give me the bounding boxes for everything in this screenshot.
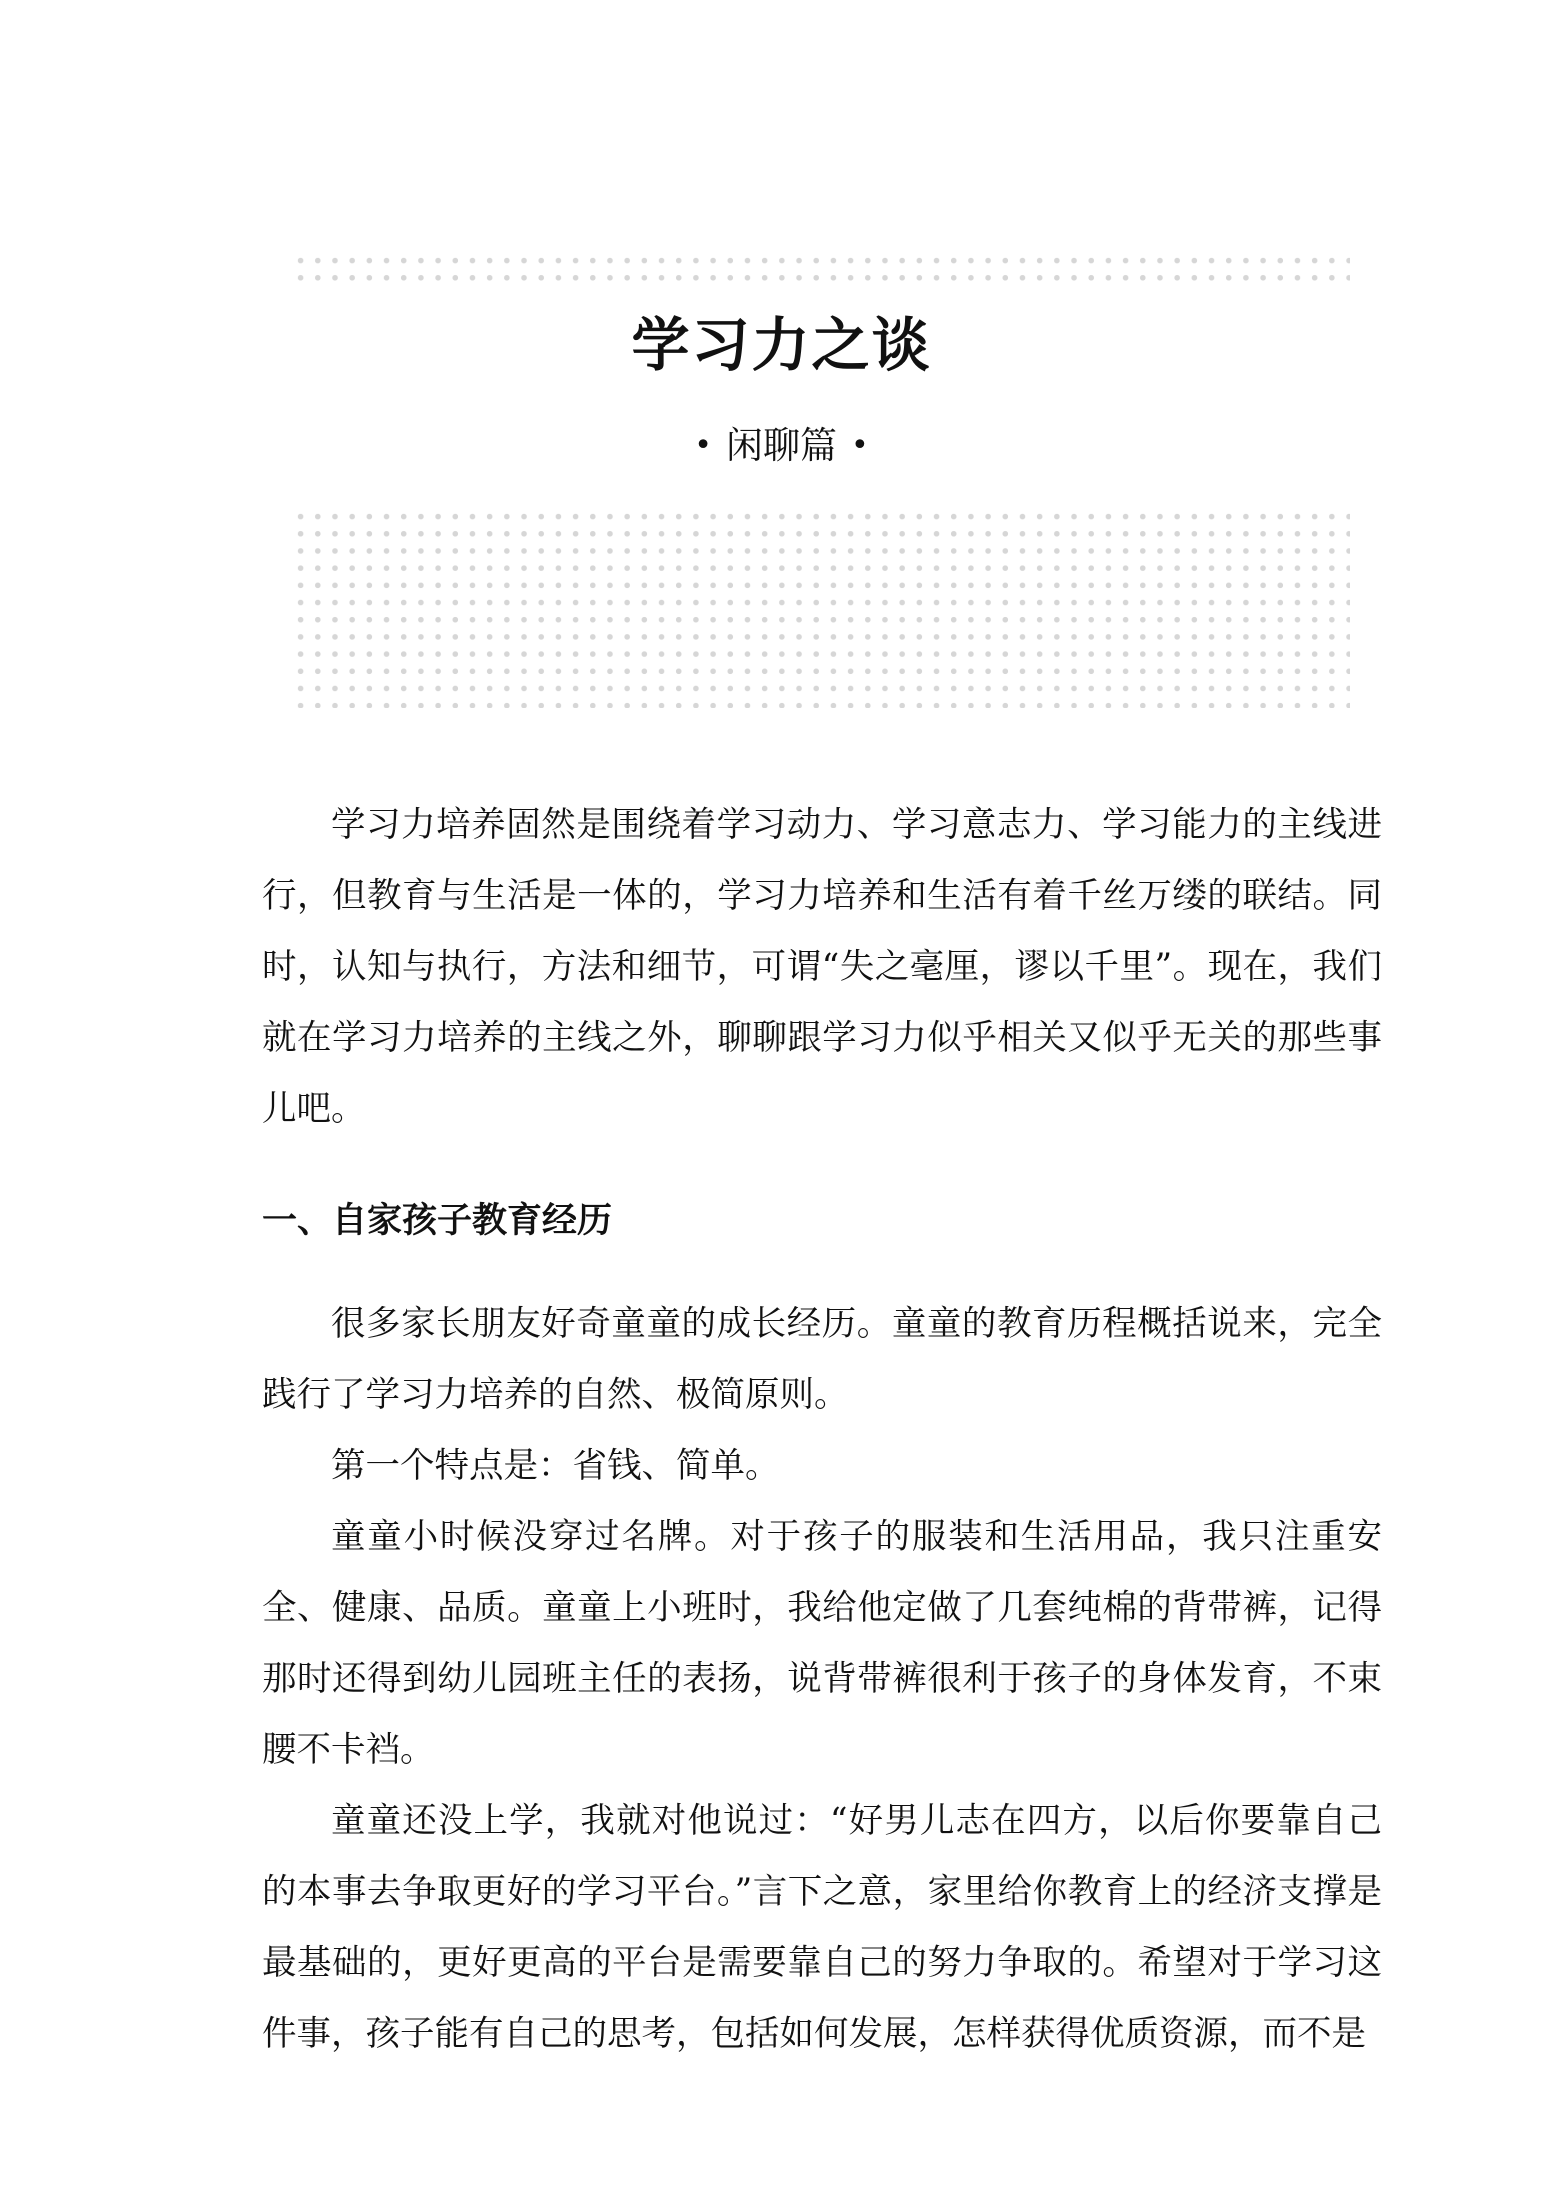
subtitle <box>0 418 1563 474</box>
decorative-dot-band-top <box>292 252 1350 286</box>
subtitle-text: 闲聊篇 <box>726 424 837 467</box>
page-title: 学习力之谈 <box>631 311 932 379</box>
body-paragraph: 很多家长朋友好奇童童的成长经历。童童的教育历程概括说来，完全践行了学习力培养的自然、极简原则。 <box>262 1304 1382 1415</box>
decorative-dot-grid-bottom <box>292 508 1350 708</box>
body-paragraph: 童童小时候没穿过名牌。对于孩子的服装和生活用品，我只注重安全、健康、品质。童童上小班时，我给他定做了几套纯棉的背带裤，记得那时还得到幼儿园班主任的表扬，说背带裤很利于孩子的身体发育，不束腰不卡裆。 <box>262 1517 1382 1770</box>
bullet-right: • <box>851 428 869 463</box>
body-paragraph: 第一个特点是：省钱、简单。 <box>331 1446 780 1486</box>
intro-paragraph: 学习力培养固然是围绕着学习动力、学习意志力、学习能力的主线进行，但教育与生活是一体的，学习力培养和生活有着千丝万缕的联结。同时，认知与执行，方法和细节，可谓“失之毫厘，谬以千里”。现在，我们就在学习力培养的主线之外，聊聊跟学习力似乎相关又似乎无关的那些事儿吧。 <box>262 805 1382 1129</box>
section-heading: 一、自家孩子教育经历 <box>262 1201 613 1241</box>
body-content <box>262 790 1382 2070</box>
body-paragraph: 童童还没上学，我就对他说过：“好男儿志在四方，以后你要靠自己的本事去争取更好的学习平台。”言下之意，家里给你教育上的经济支撑是最基础的，更好更高的平台是需要靠自己的努力争取的。希望对于学习这件事，孩子能有自己的思考，包括如何发展，怎样获得优质资源，而不是 <box>262 1801 1382 2054</box>
bullet-left: • <box>694 428 712 463</box>
